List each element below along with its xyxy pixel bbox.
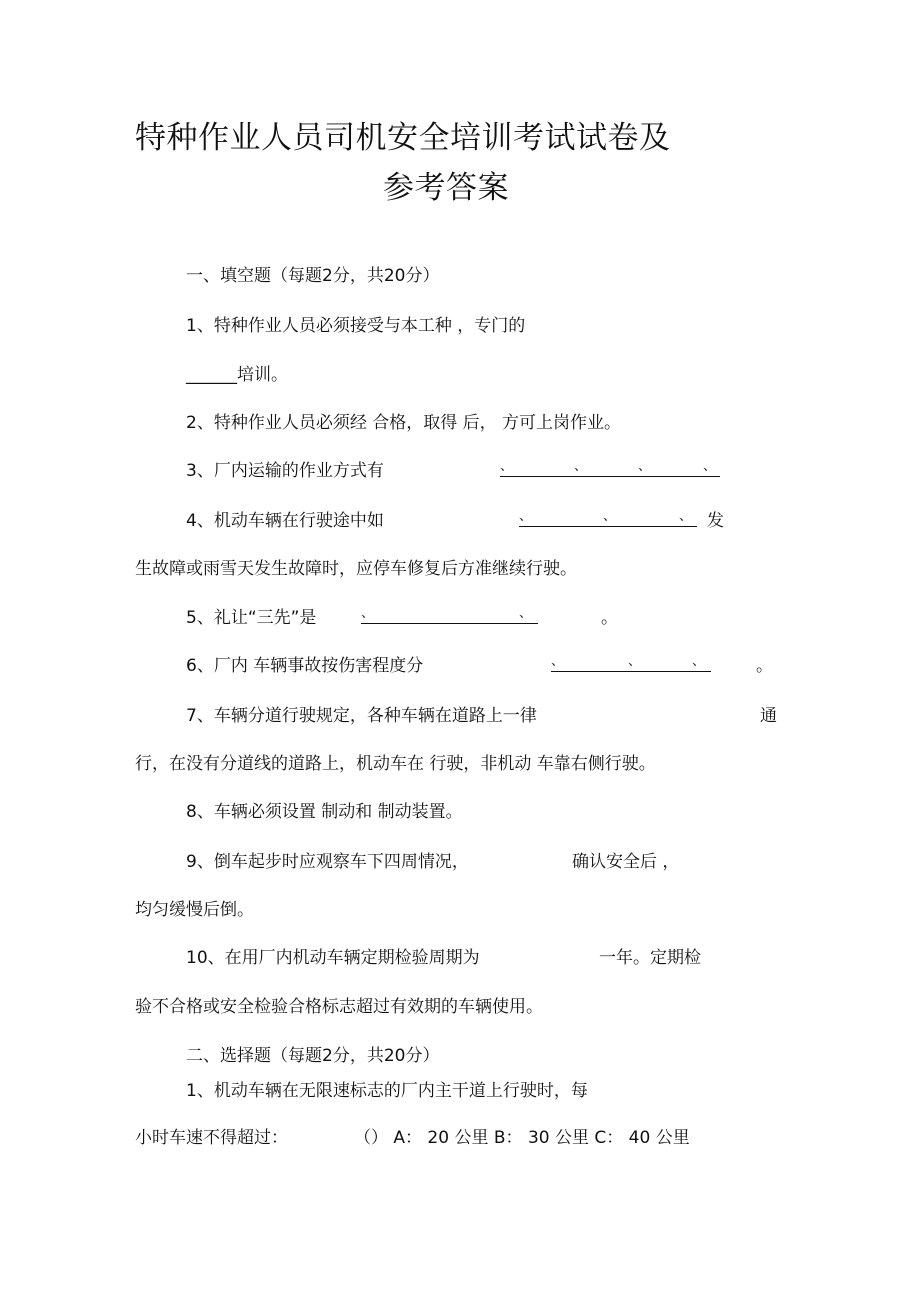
q7-line2: 行，在没有分道线的道路上，机动车在 行驶，非机动 车靠右侧行驶。 [135,754,656,774]
blank-line [519,510,697,527]
blank-separator: 、 [500,459,514,474]
q10-mid: 一年。定期检 [599,948,701,968]
section1-heading: 一、填空题（每题2分，共20分） [186,266,440,286]
section2-heading: 二、选择题（每题2分，共20分） [186,1046,440,1066]
blank-separator: 、 [551,654,565,669]
document-title-line1: 特种作业人员司机安全培训考试试卷及 [135,120,671,156]
blank-line [551,655,711,672]
blank-separator: 、 [361,606,375,621]
q3-text: 3、厂内运输的作业方式有 [186,461,384,481]
q1-line1: 1、特种作业人员必须接受与本工种 ，专门的 [186,316,526,336]
blank-separator: 、 [519,509,533,524]
choice-q1-line1: 1、机动车辆在无限速标志的厂内主干道上行驶时，每 [186,1081,588,1101]
q10-line2: 验不合格或安全检验合格标志超过有效期的车辆使用。 [135,997,543,1017]
q3-blanks [500,460,720,483]
q4-text: 4、机动车辆在行驶途中如 [186,511,384,531]
blank-separator: 、 [628,654,642,669]
blank-line [500,460,720,477]
q5-text: 5、礼让“三先”是 [186,608,317,628]
q6-blanks [551,655,711,678]
blank-separator: 、 [603,509,617,524]
blank-line [361,607,538,624]
blank-separator: 、 [638,459,652,474]
q5-end: 。 [601,608,618,628]
q4-continuation: 生故障或雨雪天发生故障时，应停车修复后方准继续行驶。 [135,559,577,579]
q9-line1: 9、倒车起步时应观察车下四周情况， [186,852,469,872]
blank-separator: 、 [692,654,706,669]
q7-tail: 通 [760,706,777,726]
q7-line1: 7、车辆分道行驶规定，各种车辆在道路上一律 [186,706,537,726]
q4-blanks [519,510,697,533]
q8-text: 8、车辆必须设置 制动和 制动装置。 [186,802,463,822]
blank-separator: 、 [519,606,533,621]
q10-line1: 10、在用厂内机动车辆定期检验周期为 [186,948,480,968]
choice-q1-line2: 小时车速不得超过： [135,1128,288,1148]
document-title-line2: 参考答案 [383,170,509,206]
blank-separator: 、 [574,459,588,474]
blank-separator: 、 [679,509,693,524]
q4-tail: 发 [707,511,724,531]
q6-text: 6、厂内 车辆事故按伤害程度分 [186,656,424,676]
q5-blanks [361,607,538,630]
q9-mid: 确认安全后 ， [572,852,680,872]
blank-separator: 、 [703,459,717,474]
q2-text: 2、特种作业人员必须经 合格，取得 后， 方可上岗作业。 [186,413,622,433]
choice-q1-options: （） A： 20 公里 B： 30 公里 C： 40 公里 [354,1128,690,1148]
q1-line2: ______培训。 [186,365,288,385]
q6-end: 。 [756,656,773,676]
q9-line2: 均匀缓慢后倒。 [135,900,254,920]
